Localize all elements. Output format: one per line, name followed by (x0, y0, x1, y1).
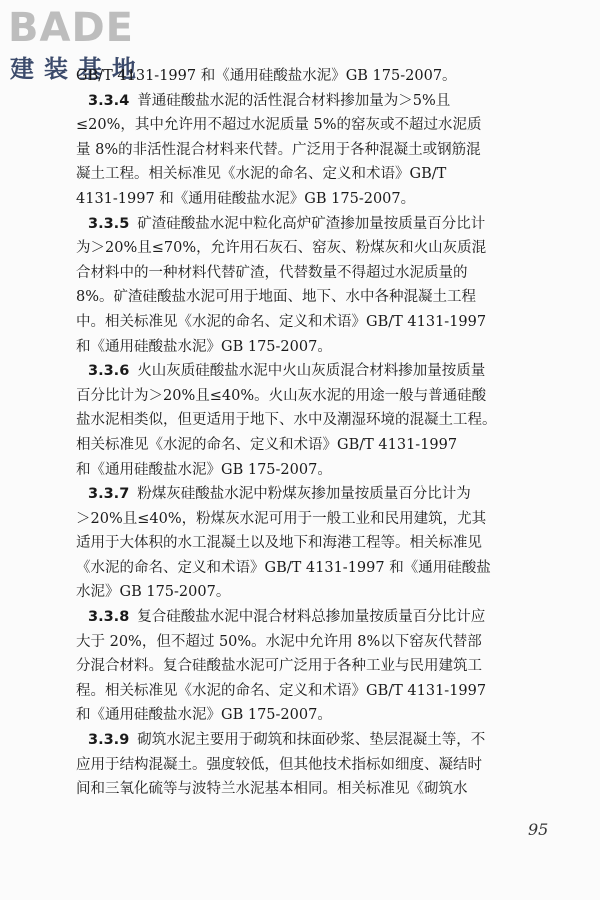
paragraph-line (76, 285, 552, 310)
paragraph-line (76, 531, 552, 556)
watermark-subtitle: 建装基地 (10, 55, 146, 83)
line-text: 4131-1997 和《通用硅酸盐水泥》GB 175-2007。 (76, 190, 416, 207)
paragraph-line (76, 236, 552, 261)
paragraph-line (76, 162, 552, 187)
paragraph-line (76, 777, 552, 802)
paragraph-line (76, 113, 552, 138)
line-text: 凝土工程。相关标准见《水泥的命名、定义和术语》GB/T (76, 166, 447, 183)
paragraph-line (76, 335, 552, 360)
section-number: 3.3.7 (88, 486, 130, 503)
line-text: 砌筑水泥主要用于砌筑和抹面砂浆、垫层混凝土等，不 (137, 732, 486, 749)
paragraph-line (76, 458, 552, 483)
section-number: 3.3.5 (88, 215, 130, 232)
line-text: 火山灰质硅酸盐水泥中火山灰质混合材料掺加量按质量 (137, 363, 486, 380)
page-body (76, 64, 552, 802)
paragraph-line (76, 753, 552, 778)
paragraph-first-line (76, 605, 552, 630)
paragraph-line (76, 703, 552, 728)
section-number: 3.3.9 (88, 732, 130, 749)
paragraph-line (76, 408, 552, 433)
line-text: GB/T 4131-1997 和《通用硅酸盐水泥》GB 175-2007。 (76, 68, 457, 84)
line-text: ≤20%，其中允许用不超过水泥质量 5%的窑灰或不超过水泥质 (76, 117, 482, 134)
paragraph-first-line (76, 212, 552, 237)
paragraph-line (76, 630, 552, 655)
line-text: 中。相关标准见《水泥的命名、定义和术语》GB/T 4131-1997 (76, 313, 487, 330)
paragraph-line (76, 187, 552, 212)
line-text: 为＞20%且≤70%，允许用石灰石、窑灰、粉煤灰和火山灰质混 (76, 240, 487, 257)
paragraph-line (76, 384, 552, 409)
paragraph-line (76, 310, 552, 335)
line-text: 相关标准见《水泥的命名、定义和术语》GB/T 4131-1997 (76, 436, 458, 453)
line-text: 合材料中的一种材料代替矿渣，代替数量不得超过水泥质量的 (76, 264, 468, 281)
paragraph-first-line (76, 482, 552, 507)
line-text: 量 8%的非活性混合材料来代替。广泛用于各种混凝土或钢筋混 (76, 141, 481, 158)
line-text: 和《通用硅酸盐水泥》GB 175-2007。 (76, 338, 332, 355)
paragraph-first-line (76, 728, 552, 753)
page-number: 95 (528, 820, 549, 839)
paragraph-line (76, 433, 552, 458)
line-text: 和《通用硅酸盐水泥》GB 175-2007。 (76, 707, 332, 724)
line-text: 盐水泥相类似，但更适用于地下、水中及潮湿环境的混凝土工程。 (76, 412, 497, 429)
line-text: 普通硅酸盐水泥的活性混合材料掺加量为＞5%且 (137, 92, 451, 109)
paragraph-line (76, 138, 552, 163)
paragraph-line (76, 556, 552, 581)
line-text: 百分比计为＞20%且≤40%。火山灰水泥的用途一般与普通硅酸 (76, 387, 487, 404)
line-text: 粉煤灰硅酸盐水泥中粉煤灰掺加量按质量百分比计为 (137, 486, 471, 503)
line-text: 适用于大体积的水工混凝土以及地下和海港工程等。相关标准见 (76, 535, 482, 552)
section-number: 3.3.4 (88, 92, 130, 109)
line-text: 《水泥的命名、定义和术语》GB/T 4131-1997 和《通用硅酸盐 (76, 559, 491, 576)
line-text: 大于 20%，但不超过 50%。水泥中允许用 8%以下窑灰代替部 (76, 633, 482, 650)
line-text: 8%。矿渣硅酸盐水泥可用于地面、地下、水中各种混凝土工程 (76, 289, 477, 306)
line-text: 水泥》GB 175-2007。 (76, 584, 231, 601)
paragraph-line (76, 261, 552, 286)
line-text: 应用于结构混凝土。强度较低，但其他技术指标如细度、凝结时 (76, 756, 482, 773)
line-text: ＞20%且≤40%，粉煤灰水泥可用于一般工业和民用建筑，尤其 (76, 510, 487, 527)
paragraph-line (76, 679, 552, 704)
line-text: 分混合材料。复合硅酸盐水泥可广泛用于各种工业与民用建筑工 (76, 658, 482, 675)
paragraph-first-line (76, 359, 552, 384)
paragraph-first-line (76, 89, 552, 114)
paragraph-line (76, 507, 552, 532)
line-text: 复合硅酸盐水泥中混合材料总掺加量按质量百分比计应 (137, 609, 486, 626)
line-text: 矿渣硅酸盐水泥中粒化高炉矿渣掺加量按质量百分比计 (137, 215, 486, 232)
section-number: 3.3.6 (88, 363, 130, 380)
line-text: 间和三氧化硫等与波特兰水泥基本相同。相关标准见《砌筑水 (76, 781, 468, 798)
paragraph-line (76, 580, 552, 605)
line-text: 程。相关标准见《水泥的命名、定义和术语》GB/T 4131-1997 (76, 682, 487, 699)
paragraph-line (76, 654, 552, 679)
watermark-brand: BADE (8, 5, 134, 51)
paragraph-line (76, 64, 552, 89)
section-number: 3.3.8 (88, 609, 130, 626)
line-text: 和《通用硅酸盐水泥》GB 175-2007。 (76, 461, 332, 478)
